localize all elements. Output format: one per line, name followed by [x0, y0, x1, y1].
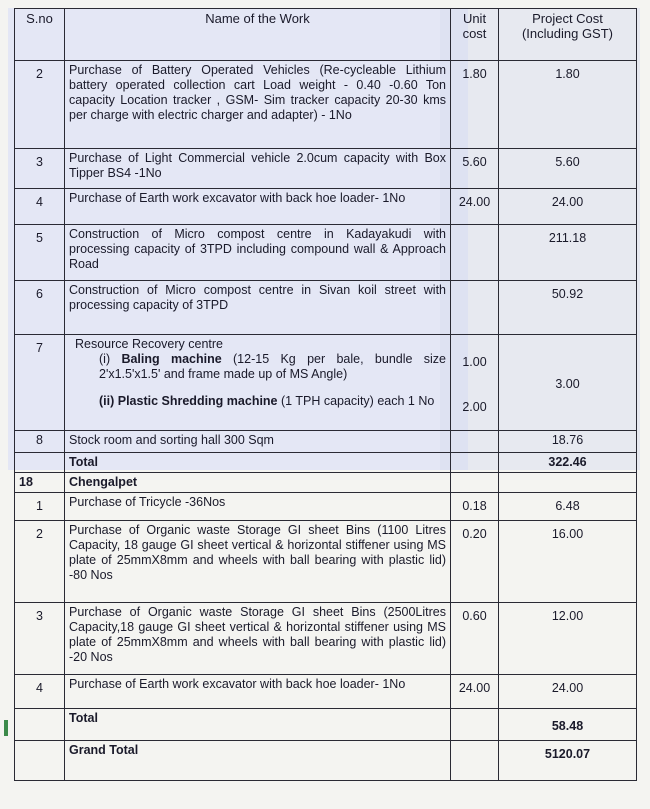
- row-sno: 3: [15, 149, 65, 189]
- row-unit-cost: 5.60: [451, 149, 499, 189]
- row-sno: 1: [15, 493, 65, 521]
- header-unit-cost: Unit cost: [451, 9, 499, 61]
- row-unit-cost: [451, 431, 499, 453]
- total-row: [15, 709, 637, 741]
- total-label: Total: [65, 709, 451, 741]
- table-row: [15, 431, 637, 453]
- row-name: Purchase of Battery Operated Vehicles (Re-cycleable Lithium battery operated collection cart Load weight - 0.40 -0.60 Ton capacity Location tracker , GSM- Sim tracker capacity 20-30 kms per charge with electric charger and adapter) - 1No: [65, 61, 451, 149]
- row-sno: 2: [15, 521, 65, 603]
- row-sno: 3: [15, 603, 65, 675]
- row-sno: 8: [15, 431, 65, 453]
- grand-total-value: 5120.07: [499, 741, 637, 781]
- row-sno: 7: [15, 335, 65, 431]
- row-sno: 4: [15, 675, 65, 709]
- row-project-cost: 3.00: [499, 335, 637, 431]
- row-unit-cost: 1.80: [451, 61, 499, 149]
- table-row: [15, 189, 637, 225]
- plastic-shredder-label: (ii) Plastic Shredding machine: [99, 394, 278, 408]
- total-value: 322.46: [499, 453, 637, 473]
- grand-total-row: [15, 741, 637, 781]
- table-row: [15, 603, 637, 675]
- total-label: Total: [65, 453, 451, 473]
- table-row: [15, 521, 637, 603]
- row-project-cost: 5.60: [499, 149, 637, 189]
- row-sno: 5: [15, 225, 65, 281]
- row-name: Purchase of Earth work excavator with back hoe loader- 1No: [65, 675, 451, 709]
- row-sno: 6: [15, 281, 65, 335]
- edge-mark: [4, 720, 8, 736]
- row-project-cost: 50.92: [499, 281, 637, 335]
- grand-total-label: Grand Total: [65, 741, 451, 781]
- row-project-cost: 24.00: [499, 189, 637, 225]
- row-name: Purchase of Light Commercial vehicle 2.0cum capacity with Box Tipper BS4 -1No: [65, 149, 451, 189]
- baling-machine-label: Baling machine: [121, 352, 222, 366]
- row-name: [65, 335, 451, 431]
- row-project-cost: 211.18: [499, 225, 637, 281]
- row-unit-cost: [451, 281, 499, 335]
- table-row: [15, 149, 637, 189]
- row-name: Purchase of Organic waste Storage GI sheet Bins (1100 Litres Capacity, 18 gauge GI sheet vertical & horizontal stiffener using MS plate of 25mmX8mm and wheels with ball bearing with plastic lid) -80 Nos: [65, 521, 451, 603]
- table-row: [15, 675, 637, 709]
- header-row: [15, 9, 637, 61]
- row-project-cost: 24.00: [499, 675, 637, 709]
- row-project-cost: 1.80: [499, 61, 637, 149]
- row-project-cost: 6.48: [499, 493, 637, 521]
- row-project-cost: 16.00: [499, 521, 637, 603]
- header-name: Name of the Work: [65, 9, 451, 61]
- plastic-shredder-item: (ii) Plastic Shredding machine (1 TPH capacity) each 1 No: [99, 394, 435, 408]
- baling-machine-unit-cost: 1.00: [462, 355, 487, 369]
- total-row: [15, 453, 637, 473]
- row-name: Purchase of Earth work excavator with back hoe loader- 1No: [65, 189, 451, 225]
- table-row: [15, 281, 637, 335]
- plastic-shredder-unit-cost: 2.00: [462, 400, 487, 414]
- row-title: Resource Recovery centre: [75, 337, 223, 351]
- row-name: Construction of Micro compost centre in Kadayakudi with processing capacity of 3TPD including compound wall & Approach Road: [65, 225, 451, 281]
- baling-machine-item: (i) Baling machine (12-15 Kg per bale, bundle size 2'x1.5'x1.5' and frame made up of MS Angle): [99, 352, 447, 381]
- row-name: Construction of Micro compost centre in Sivan koil street with processing capacity of 3TPD: [65, 281, 451, 335]
- section-row: [15, 473, 637, 493]
- total-value: 58.48: [499, 709, 637, 741]
- table-row: [15, 225, 637, 281]
- row-unit-cost: 24.00: [451, 675, 499, 709]
- row-unit-cost: [451, 225, 499, 281]
- section-name: Chengalpet: [65, 473, 451, 493]
- works-table: [14, 8, 637, 781]
- row-name: Stock room and sorting hall 300 Sqm: [65, 431, 451, 453]
- table-row: [15, 493, 637, 521]
- section-sno: 18: [15, 473, 65, 493]
- row-unit-cost: 0.20: [451, 521, 499, 603]
- row-unit-cost: [451, 335, 499, 431]
- row-name: Purchase of Organic waste Storage GI sheet Bins (2500Litres Capacity,18 gauge GI sheet vertical & horizontal stiffener using MS plate of 25mmX8mm and wheels with ball bearing with plastic lid) -20 Nos: [65, 603, 451, 675]
- row-sno: 2: [15, 61, 65, 149]
- row-project-cost: 18.76: [499, 431, 637, 453]
- row-unit-cost: 0.60: [451, 603, 499, 675]
- row-project-cost: 12.00: [499, 603, 637, 675]
- row-unit-cost: 24.00: [451, 189, 499, 225]
- header-project-cost: Project Cost (Including GST): [499, 9, 637, 61]
- row-sno: 4: [15, 189, 65, 225]
- row-name: Purchase of Tricycle -36Nos: [65, 493, 451, 521]
- header-sno: S.no: [15, 9, 65, 61]
- row-unit-cost: 0.18: [451, 493, 499, 521]
- table-row: [15, 61, 637, 149]
- table-row-resource-recovery: [15, 335, 637, 431]
